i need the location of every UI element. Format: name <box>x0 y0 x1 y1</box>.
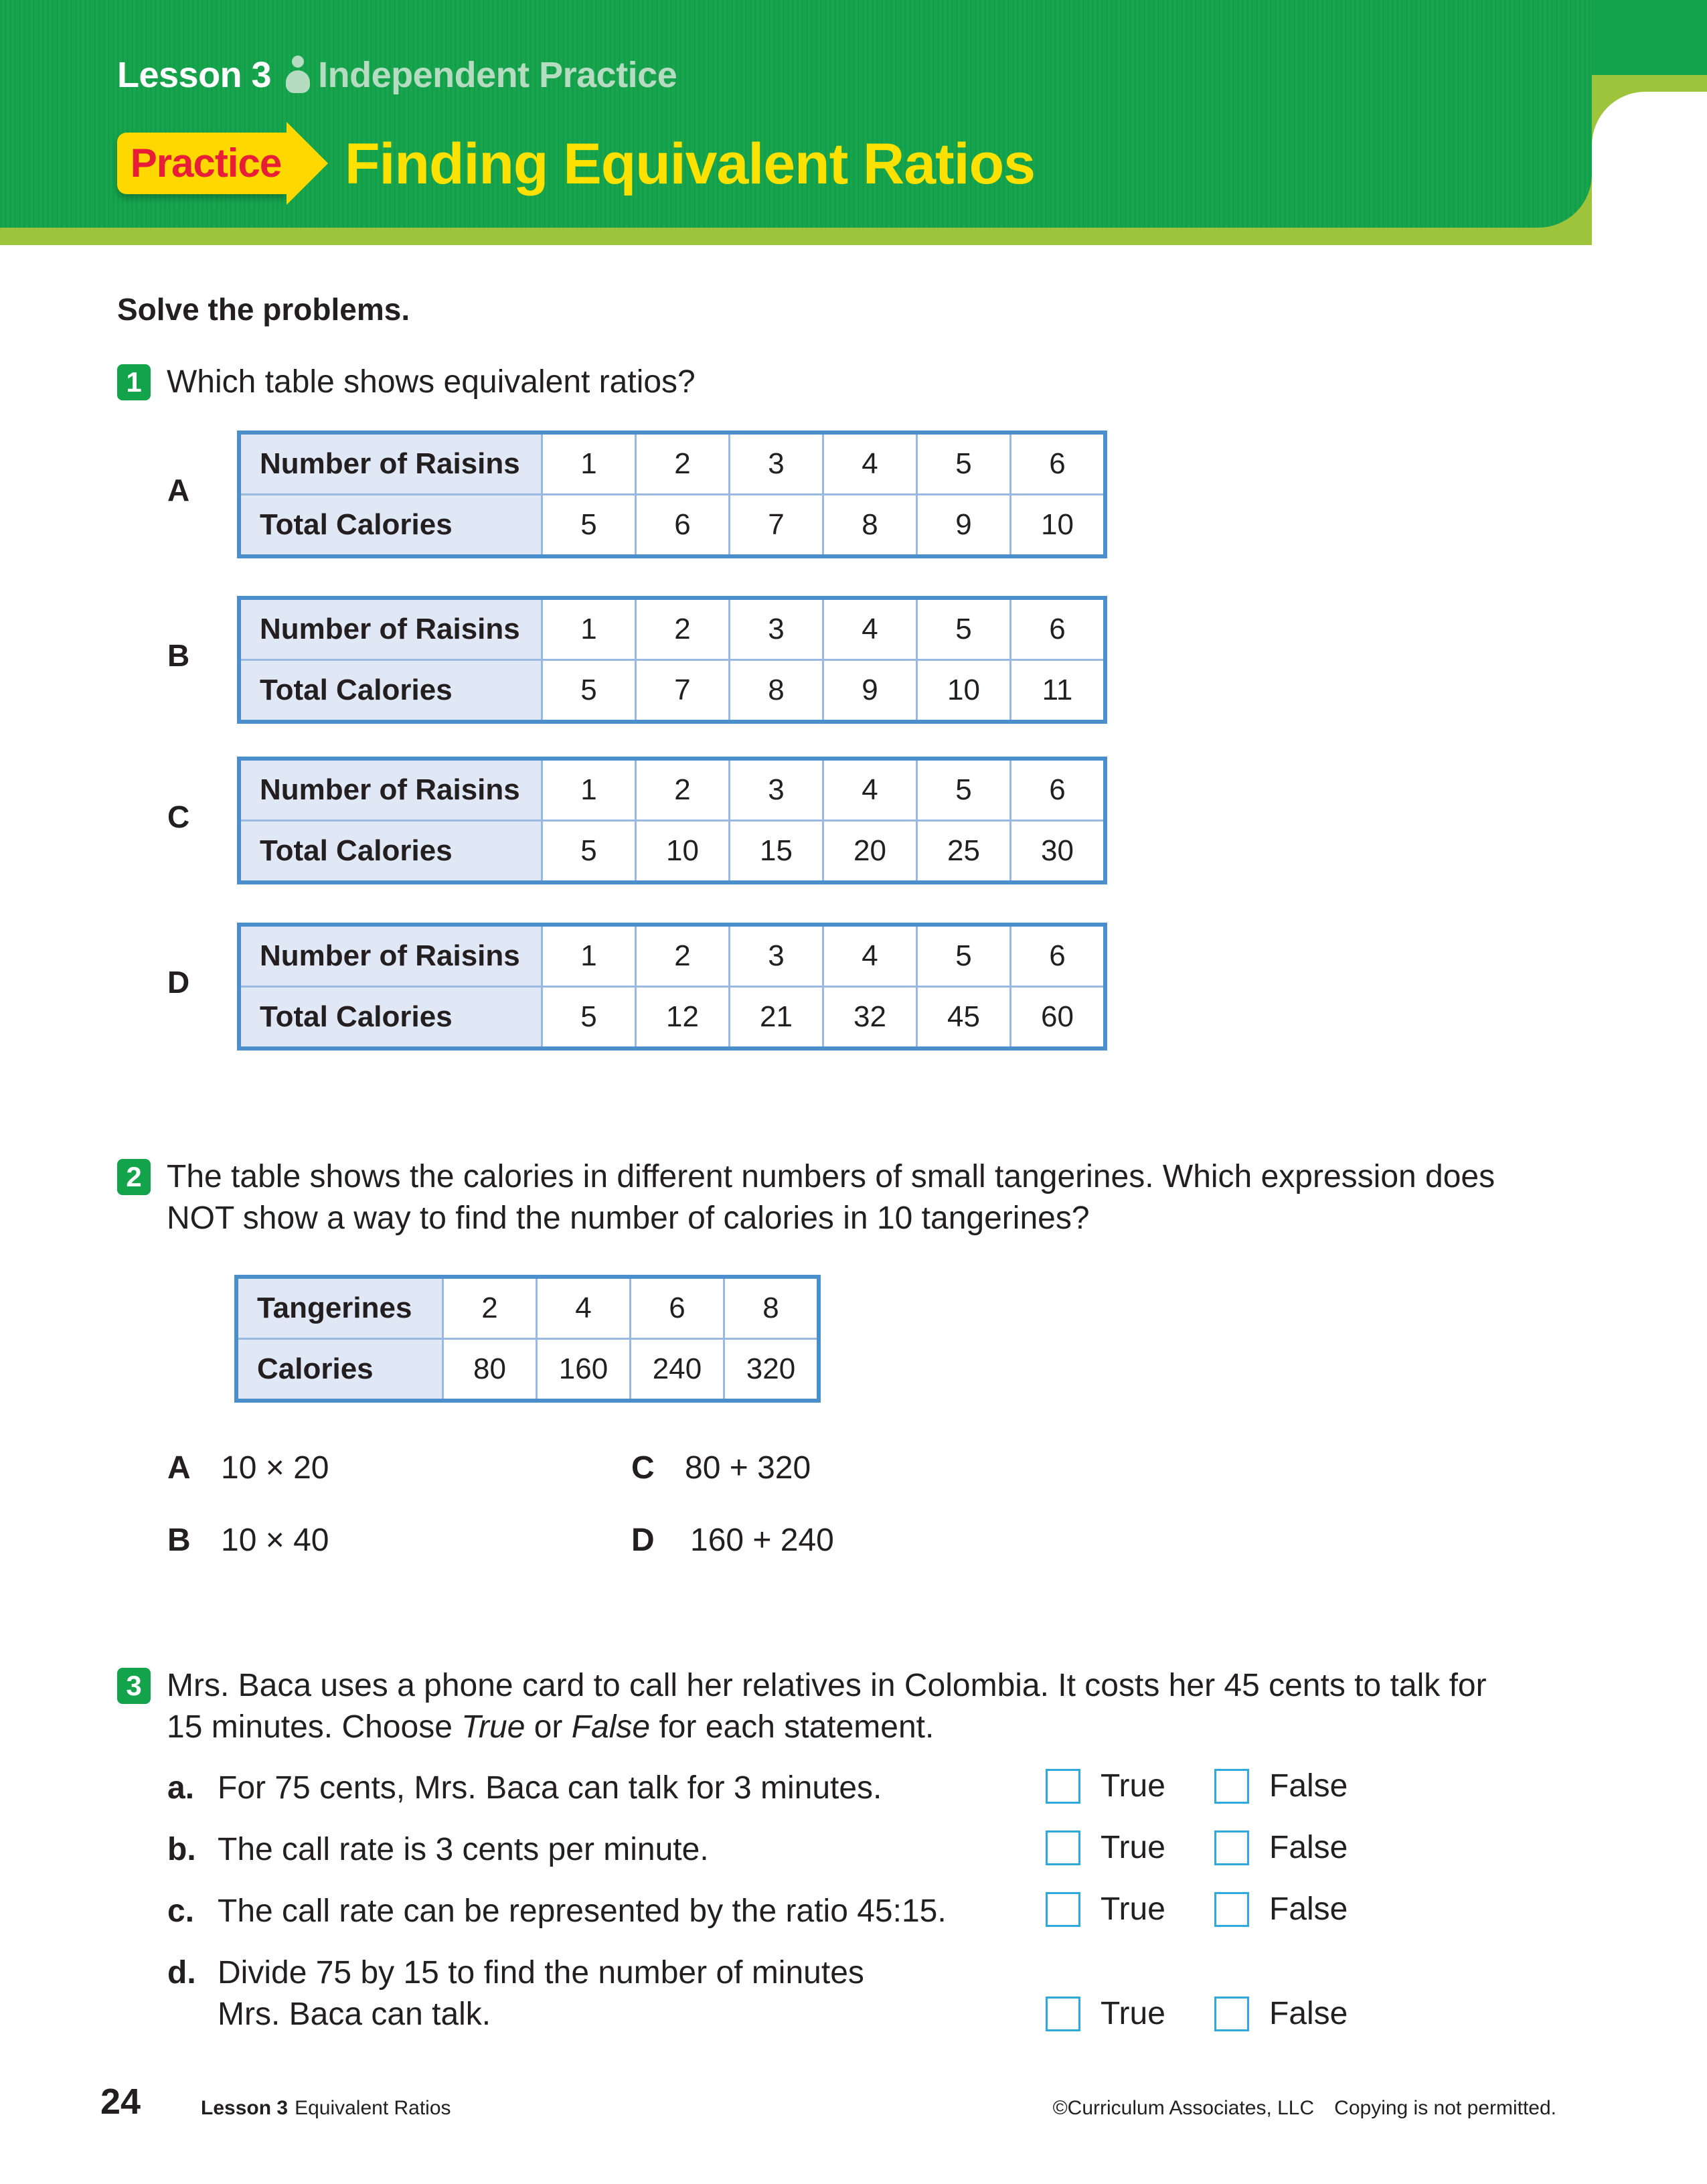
table-cell: 6 <box>1011 925 1106 987</box>
table-cell: 6 <box>1011 433 1106 495</box>
table-cell: 60 <box>1011 987 1106 1049</box>
q2-option-a[interactable] <box>167 1450 329 1486</box>
q1-option-a-table <box>237 431 1107 558</box>
table-cell: 1 <box>542 759 636 821</box>
row-header: Number of Raisins <box>239 433 542 495</box>
q3-d-false-checkbox[interactable] <box>1214 1997 1249 2031</box>
statement-letter: d. <box>167 1955 196 1991</box>
table-cell: 8 <box>730 660 823 722</box>
table-cell: 4 <box>537 1277 631 1339</box>
footer-lesson-number: Lesson 3 <box>201 2097 289 2119</box>
true-label: True <box>1101 1830 1165 1865</box>
table-cell: 1 <box>542 925 636 987</box>
option-letter: B <box>167 1523 191 1558</box>
table-cell: 20 <box>823 821 917 883</box>
table-cell: 4 <box>823 433 917 495</box>
header-corner-cutout <box>1592 92 1707 245</box>
q3-b-false-checkbox[interactable] <box>1214 1830 1249 1865</box>
table-row <box>239 660 1105 722</box>
table-cell: 5 <box>542 987 636 1049</box>
section-label: Independent Practice <box>318 55 677 95</box>
q3-statement-d <box>167 1952 864 2035</box>
table-cell: 6 <box>636 495 730 557</box>
table-cell: 5 <box>542 821 636 883</box>
table-cell: 320 <box>724 1339 819 1401</box>
practice-badge-label: Practice <box>130 141 282 185</box>
q3-c-false-checkbox[interactable] <box>1214 1892 1249 1927</box>
row-header: Tangerines <box>236 1277 443 1339</box>
table-cell: 30 <box>1011 821 1106 883</box>
question-3 <box>117 1665 1487 1748</box>
footer-lesson <box>201 2097 451 2120</box>
table-cell: 7 <box>730 495 823 557</box>
table-cell: 4 <box>823 598 917 660</box>
question-2 <box>117 1156 1495 1239</box>
table-cell: 6 <box>1011 759 1106 821</box>
q1-option-c-label[interactable]: C <box>167 799 190 834</box>
option-letter: D <box>631 1523 655 1558</box>
table-cell: 4 <box>823 759 917 821</box>
question-3-prompt <box>167 1665 1487 1748</box>
row-header: Number of Raisins <box>239 759 542 821</box>
option-expression: 80 + 320 <box>685 1450 811 1486</box>
table-cell: 5 <box>917 598 1011 660</box>
table-cell: 32 <box>823 987 917 1049</box>
table-cell: 2 <box>443 1277 537 1339</box>
footer-copyright <box>1053 2097 1556 2120</box>
option-letter: C <box>631 1450 655 1486</box>
table-cell: 2 <box>636 925 730 987</box>
table-cell: 5 <box>542 495 636 557</box>
table-cell: 2 <box>636 598 730 660</box>
table-cell: 4 <box>823 925 917 987</box>
table-row <box>239 495 1105 557</box>
false-label: False <box>1269 1996 1348 2031</box>
q3-statement-b <box>167 1829 709 1871</box>
q2-option-d[interactable] <box>631 1522 834 1559</box>
footer-lesson-title: Equivalent Ratios <box>295 2097 451 2119</box>
table-cell: 45 <box>917 987 1011 1049</box>
false-label: False <box>1269 1768 1348 1804</box>
table-cell: 21 <box>730 987 823 1049</box>
q1-option-b-table <box>237 596 1107 724</box>
table-row <box>239 759 1105 821</box>
true-label: True <box>1101 1891 1165 1927</box>
table-cell: 7 <box>636 660 730 722</box>
true-label: True <box>1101 1996 1165 2031</box>
table-cell: 2 <box>636 433 730 495</box>
option-expression: 160 + 240 <box>690 1523 834 1558</box>
table-row <box>239 598 1105 660</box>
false-label: False <box>1269 1891 1348 1927</box>
table-row <box>239 821 1105 883</box>
statement-text: Divide 75 by 15 to find the number of minutes Mrs. Baca can talk. <box>218 1955 864 2032</box>
table-cell: 8 <box>823 495 917 557</box>
table-cell: 6 <box>631 1277 724 1339</box>
table-cell: 3 <box>730 598 823 660</box>
table-cell: 2 <box>636 759 730 821</box>
table-row <box>236 1277 819 1339</box>
row-header: Number of Raisins <box>239 925 542 987</box>
table-cell: 1 <box>542 598 636 660</box>
table-cell: 10 <box>636 821 730 883</box>
q1-option-a-label[interactable]: A <box>167 473 190 508</box>
lesson-label: Lesson 3 <box>117 55 272 95</box>
true-label: True <box>1101 1768 1165 1804</box>
statement-text: For 75 cents, Mrs. Baca can talk for 3 minutes. <box>218 1770 882 1806</box>
table-cell: 3 <box>730 759 823 821</box>
question-number-badge: 2 <box>117 1159 151 1195</box>
question-1-prompt: Which table shows equivalent ratios? <box>167 364 696 400</box>
table-cell: 9 <box>823 660 917 722</box>
row-header: Total Calories <box>239 987 542 1049</box>
option-letter: A <box>167 1450 191 1486</box>
question-1 <box>117 362 696 403</box>
table-cell: 9 <box>917 495 1011 557</box>
statement-letter: c. <box>167 1893 195 1929</box>
q3-c-choices <box>1046 1891 1348 1928</box>
q3-a-choices <box>1046 1768 1348 1804</box>
statement-letter: b. <box>167 1832 196 1867</box>
table-cell: 8 <box>724 1277 819 1339</box>
table-cell: 80 <box>443 1339 537 1401</box>
copyright-text: ©Curriculum Associates, LLC <box>1052 2097 1315 2119</box>
header-lime-edge <box>1592 75 1707 92</box>
lesson-line <box>117 54 677 96</box>
table-cell: 11 <box>1011 660 1106 722</box>
q3-a-false-checkbox[interactable] <box>1214 1769 1249 1804</box>
q3-d-true-checkbox[interactable] <box>1046 1997 1080 2031</box>
table-cell: 5 <box>917 759 1011 821</box>
q3-statement-c <box>167 1891 947 1932</box>
copy-notice: Copying is not permitted. <box>1334 2097 1556 2119</box>
statement-text: The call rate can be represented by the ratio 45:15. <box>218 1893 947 1929</box>
table-row <box>236 1339 819 1401</box>
prompt-line: NOT show a way to find the number of calories in 10 tangerines? <box>167 1200 1090 1236</box>
tangerine-table <box>234 1275 821 1403</box>
table-row <box>239 987 1105 1049</box>
table-cell: 5 <box>917 433 1011 495</box>
table-cell: 3 <box>730 433 823 495</box>
table-row <box>239 433 1105 495</box>
q3-d-choices <box>1046 1995 1348 2032</box>
q3-a-true-checkbox[interactable] <box>1046 1769 1080 1804</box>
q3-c-true-checkbox[interactable] <box>1046 1892 1080 1927</box>
statement-text: The call rate is 3 cents per minute. <box>218 1832 709 1867</box>
page-title: Finding Equivalent Ratios <box>345 132 1035 196</box>
prompt-line: 15 minutes. Choose True or False for each statement. <box>167 1709 934 1745</box>
statement-letter: a. <box>167 1770 195 1806</box>
row-header: Number of Raisins <box>239 598 542 660</box>
row-header: Total Calories <box>239 660 542 722</box>
question-2-prompt <box>167 1156 1495 1239</box>
row-header: Calories <box>236 1339 443 1401</box>
option-expression: 10 × 40 <box>221 1523 329 1558</box>
row-header: Total Calories <box>239 821 542 883</box>
table-cell: 25 <box>917 821 1011 883</box>
q2-option-c[interactable] <box>631 1450 811 1486</box>
q3-b-true-checkbox[interactable] <box>1046 1830 1080 1865</box>
table-cell: 5 <box>542 660 636 722</box>
q1-option-d-table <box>237 923 1107 1050</box>
table-cell: 5 <box>917 925 1011 987</box>
q3-b-choices <box>1046 1829 1348 1866</box>
table-cell: 3 <box>730 925 823 987</box>
prompt-line: The table shows the calories in different numbers of small tangerines. Which expression does <box>167 1159 1495 1194</box>
table-cell: 10 <box>917 660 1011 722</box>
table-cell: 6 <box>1011 598 1106 660</box>
table-cell: 15 <box>730 821 823 883</box>
q1-option-c-table <box>237 757 1107 884</box>
table-cell: 1 <box>542 433 636 495</box>
false-label: False <box>1269 1830 1348 1865</box>
row-header: Total Calories <box>239 495 542 557</box>
table-cell: 10 <box>1011 495 1106 557</box>
person-icon <box>286 56 310 94</box>
prompt-line: Mrs. Baca uses a phone card to call her relatives in Colombia. It costs her 45 cents to talk for <box>167 1668 1487 1703</box>
question-number-badge: 3 <box>117 1668 151 1704</box>
instructions: Solve the problems. <box>117 292 410 327</box>
question-number-badge: 1 <box>117 364 151 400</box>
practice-badge <box>117 122 331 205</box>
q2-option-b[interactable] <box>167 1522 329 1559</box>
table-row <box>239 925 1105 987</box>
table-cell: 12 <box>636 987 730 1049</box>
q1-option-d-label[interactable]: D <box>167 965 190 1000</box>
table-cell: 240 <box>631 1339 724 1401</box>
table-cell: 160 <box>537 1339 631 1401</box>
q1-option-b-label[interactable]: B <box>167 638 190 673</box>
option-expression: 10 × 20 <box>221 1450 329 1486</box>
q3-statement-a <box>167 1768 882 1809</box>
page-number: 24 <box>100 2082 141 2122</box>
